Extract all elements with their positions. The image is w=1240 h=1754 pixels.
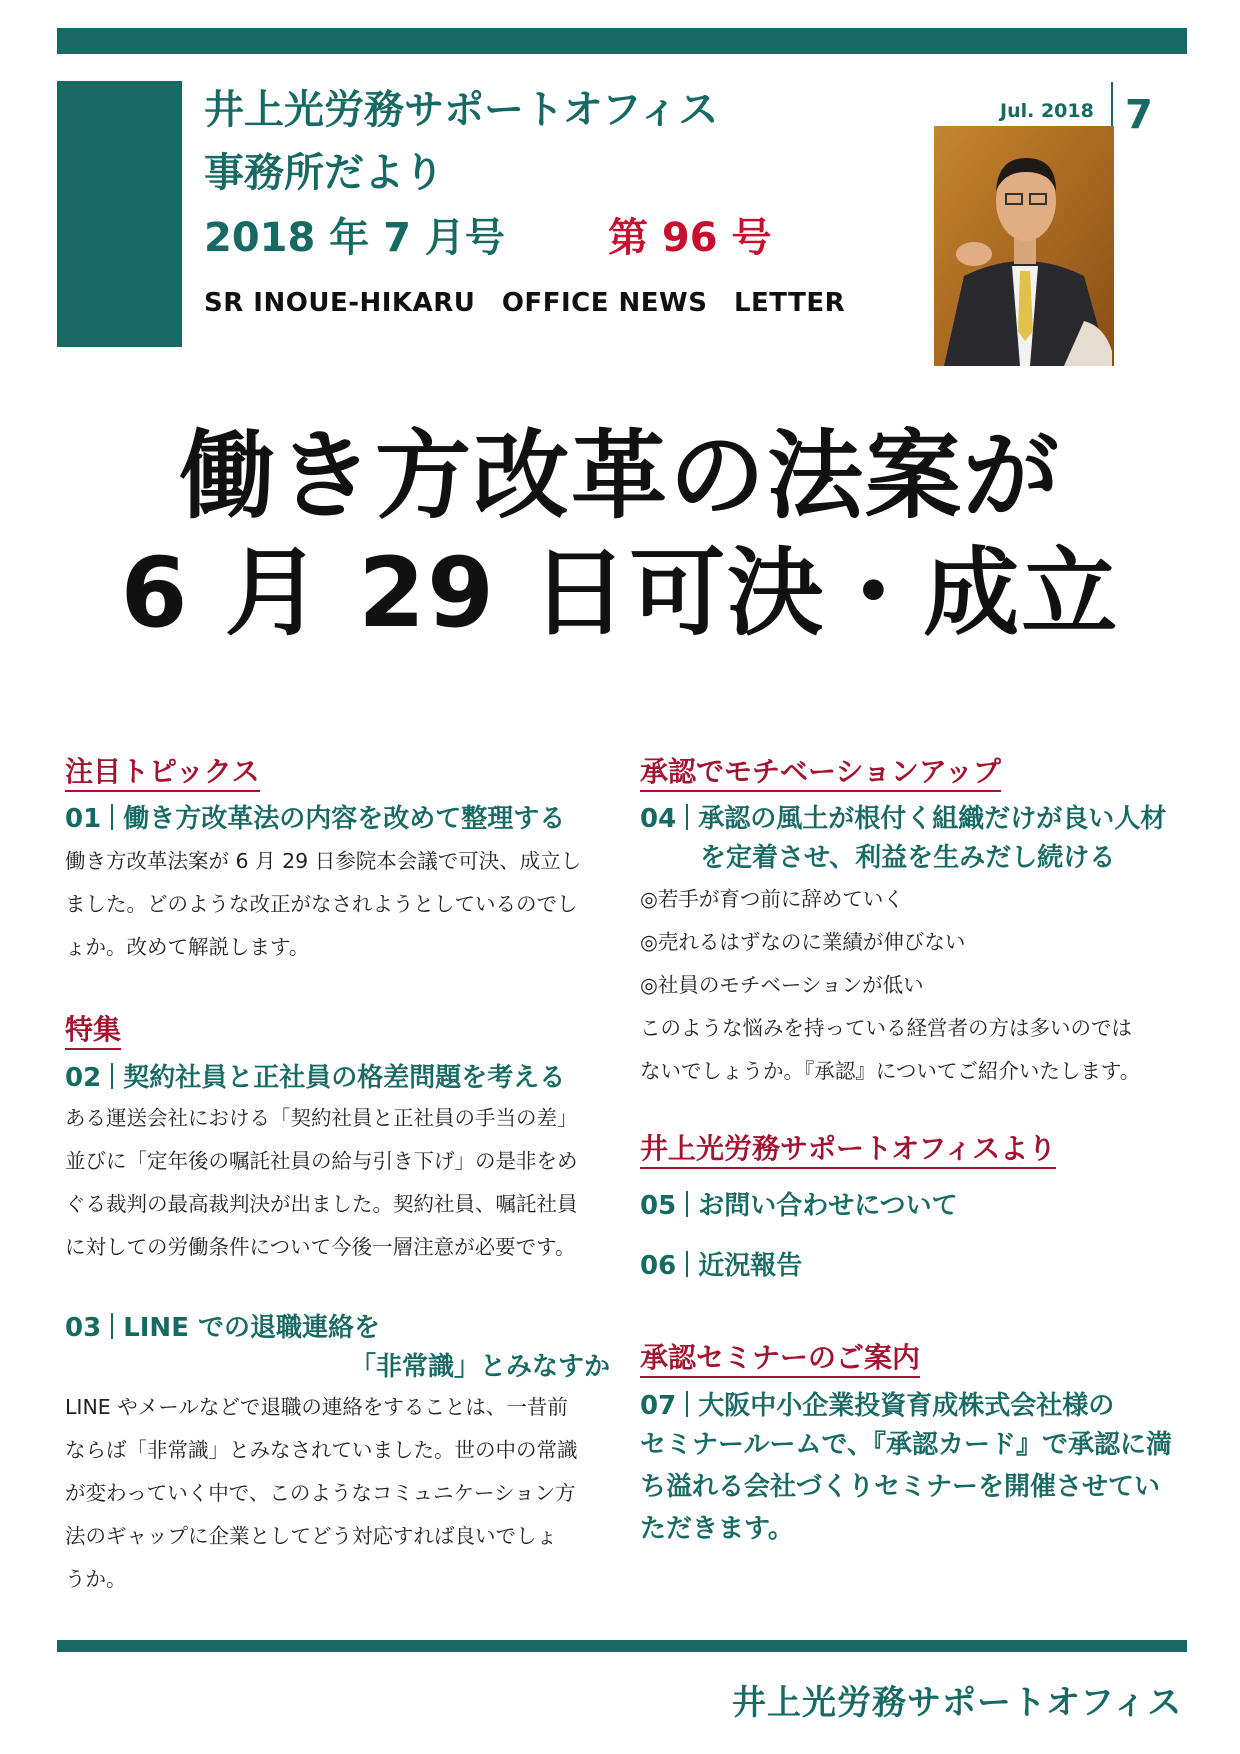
summary-line: ◎社員のモチベーションが低い bbox=[640, 973, 924, 997]
summary-line: ◎売れるはずなのに業績が伸びない bbox=[640, 930, 966, 954]
article-05-title bbox=[640, 1191, 958, 1219]
bottom-bar bbox=[57, 1640, 1187, 1652]
article-01-title bbox=[65, 804, 565, 832]
summary-line: 法のギャップに企業としてどう対応すれば良いでしょ bbox=[65, 1524, 557, 1548]
article-04-title-line-2: を定着させ、利益を生みだし続ける bbox=[700, 843, 1116, 873]
article-title: 大阪中小企業投資育成株式会社様の bbox=[698, 1391, 1115, 1421]
english-title: SR INOUE-HIKARU OFFICE NEWS LETTER bbox=[204, 288, 846, 318]
divider bbox=[111, 1313, 113, 1339]
article-title: お問い合わせについて bbox=[698, 1191, 958, 1221]
summary-line: ょか。改めて解説します。 bbox=[65, 935, 310, 959]
office-name: 井上光労務サポートオフィス bbox=[204, 87, 719, 133]
article-title: 契約社員と正社員の格差問題を考える bbox=[123, 1063, 566, 1093]
article-02-summary bbox=[65, 1097, 578, 1269]
article-03-title-line-2: 「非常識」とみなすか bbox=[350, 1352, 611, 1382]
issue-number: 第 96 号 bbox=[608, 215, 772, 261]
summary-line: ならば「非常識」とみなされていました。世の中の常識 bbox=[65, 1438, 578, 1462]
article-03-summary bbox=[65, 1386, 578, 1601]
article-title: 近況報告 bbox=[698, 1251, 803, 1281]
summary-line: ないでしょうか。『承認』についてご紹介いたします。 bbox=[640, 1059, 1141, 1083]
details-line: ただきます。 bbox=[640, 1514, 794, 1544]
divider bbox=[686, 1191, 688, 1217]
summary-line: うか。 bbox=[65, 1567, 127, 1591]
summary-line: 並びに「定年後の嘱託社員の給与引き下げ」の是非をめ bbox=[65, 1149, 578, 1173]
newsletter-title: 事務所だより bbox=[204, 150, 444, 196]
issue-month: 2018 年 7 月号 bbox=[204, 215, 505, 261]
article-number: 04 bbox=[640, 804, 677, 834]
summary-line: LINE やメールなどで退職の連絡をすることは、一昔前 bbox=[65, 1395, 568, 1419]
details-line: ち溢れる会社づくりセミナーを開催させてい bbox=[640, 1472, 1161, 1502]
divider bbox=[686, 804, 688, 830]
summary-line: に対しての労働条件について今後一層注意が必要です。 bbox=[65, 1235, 576, 1259]
month-number: 7 bbox=[1125, 92, 1153, 138]
headline-line-1: 働き方改革の法案が bbox=[179, 420, 1061, 532]
divider bbox=[111, 804, 113, 830]
article-number: 06 bbox=[640, 1251, 677, 1281]
article-04-summary bbox=[640, 878, 1140, 1093]
section-heading-seminar: 承認セミナーのご案内 bbox=[640, 1344, 920, 1378]
header-color-block bbox=[57, 81, 182, 347]
summary-line: 働き方改革法案が 6 月 29 日参院本会議で可決、成立し bbox=[65, 849, 582, 873]
headline-line-2: 6 月 29 日可決・成立 bbox=[120, 537, 1120, 649]
issue-date: Jul. 2018 bbox=[1000, 100, 1094, 122]
article-04-title bbox=[640, 804, 1166, 832]
article-07-details bbox=[640, 1424, 1172, 1550]
article-01-summary bbox=[65, 840, 581, 969]
divider bbox=[686, 1391, 688, 1417]
article-03-title bbox=[65, 1313, 380, 1341]
article-title: 働き方改革法の内容を改めて整理する bbox=[123, 804, 566, 834]
section-heading-feature: 特集 bbox=[65, 1016, 121, 1050]
section-heading-topics: 注目トピックス bbox=[65, 758, 260, 792]
article-number: 03 bbox=[65, 1313, 102, 1343]
summary-line: ぐる裁判の最高裁判決が出ました。契約社員、嘱託社員 bbox=[65, 1192, 578, 1216]
author-photo bbox=[934, 126, 1114, 366]
article-number: 02 bbox=[65, 1063, 102, 1093]
article-07-title bbox=[640, 1391, 1114, 1419]
article-number: 05 bbox=[640, 1191, 677, 1221]
summary-line: このような悩みを持っている経営者の方は多いのでは bbox=[640, 1016, 1132, 1040]
divider bbox=[686, 1251, 688, 1277]
summary-line: が変わっていく中で、このようなコミュニケーション方 bbox=[65, 1481, 576, 1505]
section-heading-office: 井上光労務サポートオフィスより bbox=[640, 1135, 1056, 1169]
article-title: LINE での退職連絡を bbox=[123, 1313, 381, 1343]
article-title: 承認の風土が根付く組織だけが良い人材 bbox=[698, 804, 1167, 834]
summary-line: ある運送会社における「契約社員と正社員の手当の差」 bbox=[65, 1106, 578, 1130]
article-02-title bbox=[65, 1063, 565, 1091]
article-number: 01 bbox=[65, 804, 102, 834]
summary-line: ◎若手が育つ前に辞めていく bbox=[640, 887, 904, 911]
divider bbox=[111, 1063, 113, 1089]
article-06-title bbox=[640, 1251, 802, 1279]
footer-office-name: 井上光労務サポートオフィス bbox=[732, 1683, 1183, 1723]
top-bar bbox=[57, 28, 1187, 54]
summary-line: ました。どのような改正がなされようとしているのでし bbox=[65, 892, 578, 916]
section-heading-motivation: 承認でモチベーションアップ bbox=[640, 758, 1001, 792]
details-line: セミナールームで、『承認カード』で承認に満 bbox=[640, 1430, 1172, 1460]
article-number: 07 bbox=[640, 1391, 677, 1421]
